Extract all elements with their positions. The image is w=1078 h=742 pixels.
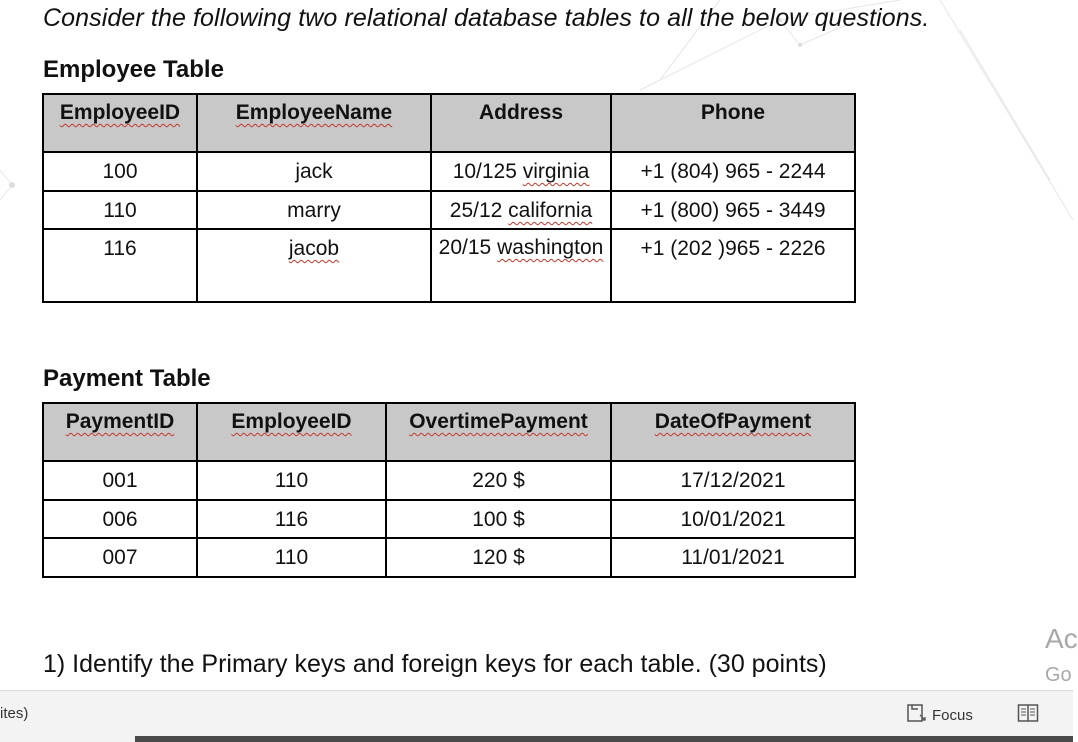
table-cell: 10/125 virginia — [431, 152, 611, 191]
table-cell: +1 (800) 965 - 3449 — [611, 191, 855, 229]
table-cell: 100 — [43, 152, 197, 191]
table-row — [43, 152, 855, 191]
table-cell: marry — [197, 191, 431, 229]
table-cell: +1 (202 )965 - 2226 — [611, 229, 855, 302]
focus-icon — [906, 702, 928, 728]
table-cell: 007 — [43, 538, 197, 577]
column-header: DateOfPayment — [611, 403, 855, 461]
intro-text: Consider the following two relational database tables to all the below questions. — [43, 4, 930, 32]
table-cell: 11/01/2021 — [611, 538, 855, 577]
column-header: EmployeeName — [197, 94, 431, 152]
table-cell: 220 $ — [386, 461, 611, 500]
question-text: 1) Identify the Primary keys and foreign keys for each table. (30 points) — [43, 650, 827, 678]
table-row — [43, 500, 855, 538]
read-mode-button[interactable] — [1017, 703, 1039, 727]
column-header: Address — [431, 94, 611, 152]
table-cell: 20/15 washington — [431, 229, 611, 302]
activate-overlay-line1: Ac — [1045, 623, 1078, 654]
payment-header-row — [43, 403, 855, 461]
focus-label: Focus — [932, 706, 973, 724]
payment-table — [42, 402, 856, 578]
read-mode-icon — [1017, 710, 1039, 727]
table-cell: 001 — [43, 461, 197, 500]
table-cell: +1 (804) 965 - 2244 — [611, 152, 855, 191]
table-row — [43, 229, 855, 302]
table-cell: 10/01/2021 — [611, 500, 855, 538]
table-cell: 120 $ — [386, 538, 611, 577]
table-cell: 116 — [43, 229, 197, 302]
table-cell: 100 $ — [386, 500, 611, 538]
column-header: OvertimePayment — [386, 403, 611, 461]
employee-table — [42, 93, 856, 303]
employee-header-row — [43, 94, 855, 152]
table-cell: 116 — [197, 500, 386, 538]
activate-overlay-line2: Go — [1045, 664, 1072, 686]
table-cell: 006 — [43, 500, 197, 538]
table-cell: 110 — [197, 538, 386, 577]
table-cell: 110 — [197, 461, 386, 500]
status-bar — [0, 690, 1073, 742]
column-header: EmployeeID — [197, 403, 386, 461]
table-row — [43, 538, 855, 577]
horizontal-scrollbar[interactable] — [135, 736, 1073, 742]
table-cell: jacob — [197, 229, 431, 302]
table-cell: 25/12 california — [431, 191, 611, 229]
table-cell: jack — [197, 152, 431, 191]
table-row — [43, 461, 855, 500]
focus-button[interactable] — [906, 702, 973, 728]
column-header: EmployeeID — [43, 94, 197, 152]
employee-table-title: Employee Table — [43, 56, 224, 83]
payment-table-title: Payment Table — [43, 365, 211, 392]
column-header: Phone — [611, 94, 855, 152]
table-cell: 110 — [43, 191, 197, 229]
table-cell: 17/12/2021 — [611, 461, 855, 500]
status-left-text: ites) — [0, 705, 29, 722]
table-row — [43, 191, 855, 229]
column-header: PaymentID — [43, 403, 197, 461]
